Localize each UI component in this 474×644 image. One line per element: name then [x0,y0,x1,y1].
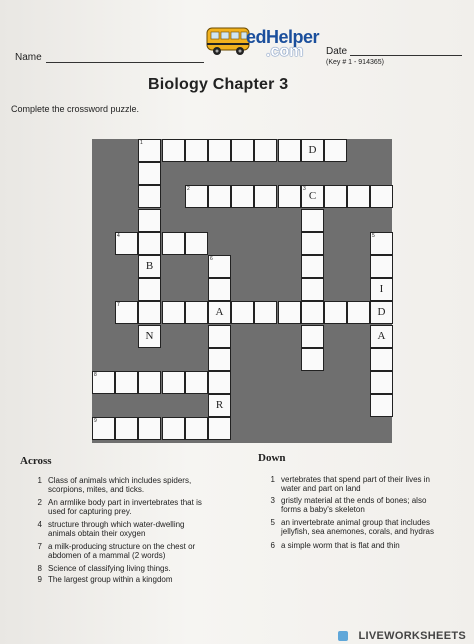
crossword-cell[interactable] [185,417,208,440]
crossword-cell[interactable] [208,278,231,301]
crossword-cell[interactable] [138,162,161,185]
crossword-cell[interactable] [162,417,185,440]
crossword-cell[interactable] [231,139,254,162]
crossword-cell[interactable] [162,371,185,394]
crossword-cell[interactable] [208,255,231,278]
crossword-cell[interactable] [208,185,231,208]
liveworksheets-logo-icon [338,631,348,641]
clue-number: 8 [37,564,42,573]
down-heading: Down [258,452,286,464]
crossword-cell[interactable] [92,371,115,394]
crossword-cell[interactable] [115,301,138,324]
crossword-cell[interactable] [208,139,231,162]
crossword-cell[interactable] [254,301,277,324]
page-title: Biology Chapter 3 [148,76,289,93]
crossword-cell[interactable] [185,301,208,324]
cell-number: 8 [94,372,97,378]
clue-number: 3 [270,496,275,505]
clue-number: 7 [37,542,42,551]
crossword-cell[interactable] [138,232,161,255]
clue-text: The largest group within a kingdom [48,575,173,584]
cell-number: 4 [117,233,120,239]
clue-number: 1 [37,476,42,485]
crossword-cell[interactable] [254,139,277,162]
crossword-cell[interactable] [115,417,138,440]
crossword-cell[interactable] [208,348,231,371]
crossword-cell[interactable] [301,301,324,324]
clue-number: 1 [270,475,275,484]
clue-text: a simple worm that is flat and thin [281,541,400,550]
clue-text: Science of classifying living things. [48,564,171,573]
crossword-cell[interactable] [278,185,301,208]
crossword-cell[interactable] [370,394,393,417]
crossword-cell[interactable] [115,371,138,394]
clue-text: An armlike body part in invertebrates that is used for capturing prey. [48,498,202,516]
cell-number: 2 [187,186,190,192]
crossword-cell[interactable] [185,232,208,255]
instructions: Complete the crossword puzzle. [11,104,140,114]
cell-letter: A [377,330,386,342]
date-label: Date [326,46,348,57]
crossword-cell[interactable] [370,325,393,348]
cell-letter: D [308,144,317,156]
crossword-cell[interactable] [208,417,231,440]
cell-letter: A [215,306,224,318]
crossword-cell[interactable] [370,371,393,394]
crossword-cell[interactable] [138,185,161,208]
cell-letter: B [145,260,154,272]
cell-number: 7 [117,302,120,308]
crossword-cell[interactable] [324,301,347,324]
cell-number: 1 [140,140,143,146]
crossword-cell[interactable] [301,232,324,255]
clue-text: an invertebrate animal group that includes jellyfish, sea anemones, corals, and hydras [281,518,434,536]
crossword-cell[interactable] [347,185,370,208]
crossword-cell[interactable] [278,139,301,162]
clue-number: 9 [37,575,42,584]
crossword-cell[interactable] [208,371,231,394]
clue-number: 5 [270,518,275,527]
crossword-cell[interactable] [138,139,161,162]
crossword-cell[interactable] [324,185,347,208]
crossword-cell[interactable] [138,371,161,394]
crossword-cell[interactable] [185,185,208,208]
clue-text: Class of animals which includes spiders, scorpions, mites, and ticks. [48,476,192,494]
crossword-cell[interactable] [208,325,231,348]
crossword-cell[interactable] [301,185,324,208]
cell-number: 9 [94,418,97,424]
clue-text: vertebrates that spend part of their lives in water and part on land [281,475,430,493]
crossword-cell[interactable] [254,185,277,208]
clue-number: 6 [270,541,275,550]
logo-text: edHelper [246,27,320,47]
crossword-cell[interactable] [162,232,185,255]
crossword-cell[interactable] [138,417,161,440]
cell-number: 5 [372,233,375,239]
crossword-cell[interactable] [301,255,324,278]
crossword-cell[interactable] [185,371,208,394]
crossword-cell[interactable] [138,255,161,278]
crossword-cell[interactable] [370,278,393,301]
logo-suffix: .com [266,43,304,60]
crossword-cell[interactable] [370,348,393,371]
crossword-cell[interactable] [370,301,393,324]
crossword-cell[interactable] [138,301,161,324]
clue-text: structure through which water-dwelling animals obtain their oxygen [48,520,185,538]
crossword-cell[interactable] [324,139,347,162]
cell-number: 6 [210,256,213,262]
crossword-cell[interactable] [138,209,161,232]
crossword-cell[interactable] [185,139,208,162]
crossword-cell[interactable] [301,139,324,162]
crossword-cell[interactable] [115,232,138,255]
name-label: Name [15,52,42,63]
crossword-cell[interactable] [278,301,301,324]
crossword-cell[interactable] [301,348,324,371]
date-field-line[interactable] [350,55,462,56]
crossword-cell[interactable] [301,325,324,348]
cell-letter: D [377,306,386,318]
crossword-cell[interactable] [162,301,185,324]
crossword-cell[interactable] [138,278,161,301]
clue-text: a milk-producing structure on the chest or abdomen of a mammal (2 words) [48,542,196,560]
crossword-cell[interactable] [370,255,393,278]
crossword-cell[interactable] [208,301,231,324]
crossword-cell[interactable] [370,185,393,208]
crossword-cell[interactable] [301,278,324,301]
clue-number: 2 [37,498,42,507]
cell-letter: N [145,330,154,342]
cell-letter: R [215,399,224,411]
crossword-cell[interactable] [231,301,254,324]
crossword-cell[interactable] [138,325,161,348]
crossword-cell[interactable] [208,394,231,417]
clue-number: 4 [37,520,42,529]
cell-letter: I [379,283,384,295]
watermark: LIVEWORKSHEETS [358,630,466,642]
crossword-cell[interactable] [92,417,115,440]
name-field-line[interactable] [46,62,204,63]
across-heading: Across [20,455,52,467]
crossword-cell[interactable] [162,139,185,162]
crossword-cell[interactable] [370,232,393,255]
cell-number: 3 [303,186,306,192]
cell-letter: C [308,190,317,202]
crossword-cell[interactable] [347,301,370,324]
clue-text: gristly material at the ends of bones; also forms a baby's skeleton [281,496,427,514]
answer-key-text: (Key # 1 - 914365) [326,59,384,66]
crossword-cell[interactable] [301,209,324,232]
crossword-cell[interactable] [231,185,254,208]
